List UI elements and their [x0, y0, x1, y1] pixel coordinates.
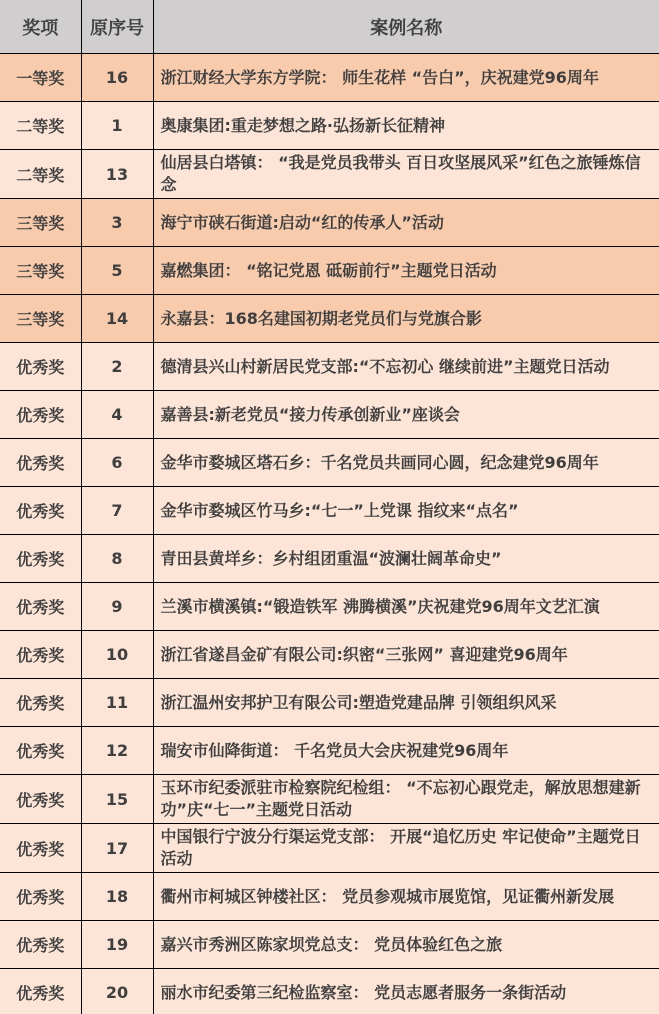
- case-cell: 仙居县白塔镇： “我是党员我带头 百日攻坚展风采”红色之旅锤炼信念: [153, 150, 659, 199]
- table-row: [0, 969, 659, 1014]
- case-cell: 金华市婺城区塔石乡：千名党员共画同心圆，纪念建党96周年: [153, 439, 659, 487]
- case-cell: 瑞安市仙降街道： 千名党员大会庆祝建党96周年: [153, 727, 659, 775]
- table-row: [0, 631, 659, 679]
- table-row: [0, 583, 659, 631]
- seq-cell: 9: [81, 583, 153, 631]
- seq-cell: 4: [81, 391, 153, 439]
- seq-cell: 16: [81, 54, 153, 102]
- seq-cell: 17: [81, 824, 153, 873]
- seq-cell: 20: [81, 969, 153, 1014]
- seq-cell: 5: [81, 247, 153, 295]
- case-cell: 浙江温州安邦护卫有限公司:塑造党建品牌 引领组织风采: [153, 679, 659, 727]
- table-row: [0, 102, 659, 150]
- seq-cell: 18: [81, 873, 153, 921]
- award-cell: 优秀奖: [0, 343, 81, 391]
- seq-cell: 8: [81, 535, 153, 583]
- award-cell: 三等奖: [0, 199, 81, 247]
- table-row: [0, 727, 659, 775]
- seq-cell: 1: [81, 102, 153, 150]
- case-cell: 浙江财经大学东方学院： 师生花样 “告白”，庆祝建党96周年: [153, 54, 659, 102]
- case-cell: 衢州市柯城区钟楼社区： 党员参观城市展览馆，见证衢州新发展: [153, 873, 659, 921]
- table-header: [0, 0, 659, 54]
- seq-cell: 11: [81, 679, 153, 727]
- seq-cell: 15: [81, 775, 153, 824]
- seq-cell: 7: [81, 487, 153, 535]
- seq-cell: 12: [81, 727, 153, 775]
- case-cell: 金华市婺城区竹马乡:“七一”上党课 指纹来“点名”: [153, 487, 659, 535]
- table-row: [0, 487, 659, 535]
- award-cell: 优秀奖: [0, 631, 81, 679]
- table-row: [0, 295, 659, 343]
- award-cell: 优秀奖: [0, 873, 81, 921]
- award-cell: 优秀奖: [0, 487, 81, 535]
- seq-cell: 13: [81, 150, 153, 199]
- table-row: [0, 439, 659, 487]
- case-cell: 德清县兴山村新居民党支部:“不忘初心 继续前进”主题党日活动: [153, 343, 659, 391]
- seq-cell: 6: [81, 439, 153, 487]
- award-cell: 优秀奖: [0, 921, 81, 969]
- case-cell: 浙江省遂昌金矿有限公司:织密“三张网” 喜迎建党96周年: [153, 631, 659, 679]
- seq-cell: 2: [81, 343, 153, 391]
- table-row: [0, 873, 659, 921]
- case-cell: 奥康集团:重走梦想之路·弘扬新长征精神: [153, 102, 659, 150]
- case-cell: 丽水市纪委第三纪检监察室： 党员志愿者服务一条街活动: [153, 969, 659, 1014]
- award-cell: 三等奖: [0, 295, 81, 343]
- table-row: [0, 679, 659, 727]
- header-award: 奖项: [0, 0, 81, 54]
- award-cell: 二等奖: [0, 102, 81, 150]
- table-row: [0, 54, 659, 102]
- award-cell: 优秀奖: [0, 727, 81, 775]
- table-row: [0, 535, 659, 583]
- award-cell: 优秀奖: [0, 775, 81, 824]
- award-cell: 一等奖: [0, 54, 81, 102]
- case-cell: 海宁市硖石街道:启动“红的传承人”活动: [153, 199, 659, 247]
- table-row: [0, 921, 659, 969]
- header-row: [0, 0, 659, 54]
- seq-cell: 3: [81, 199, 153, 247]
- table-row: [0, 824, 659, 873]
- seq-cell: 19: [81, 921, 153, 969]
- case-cell: 嘉善县:新老党员“接力传承创新业”座谈会: [153, 391, 659, 439]
- seq-cell: 10: [81, 631, 153, 679]
- header-case-name: 案例名称: [153, 0, 659, 54]
- table-row: [0, 343, 659, 391]
- case-cell: 永嘉县：168名建国初期老党员们与党旗合影: [153, 295, 659, 343]
- award-cell: 优秀奖: [0, 824, 81, 873]
- award-cell: 优秀奖: [0, 535, 81, 583]
- table-row: [0, 247, 659, 295]
- award-cell: 优秀奖: [0, 583, 81, 631]
- case-cell: 玉环市纪委派驻市检察院纪检组： “不忘初心跟党走，解放思想建新功”庆“七一”主题党日活动: [153, 775, 659, 824]
- case-cell: 嘉兴市秀洲区陈家坝党总支： 党员体验红色之旅: [153, 921, 659, 969]
- case-cell: 中国银行宁波分行渠运党支部： 开展“追忆历史 牢记使命”主题党日活动: [153, 824, 659, 873]
- table-row: [0, 150, 659, 199]
- table-body: [0, 54, 659, 1014]
- table-row: [0, 199, 659, 247]
- case-cell: 嘉燃集团： “铭记党恩 砥砺前行”主题党日活动: [153, 247, 659, 295]
- award-cell: 优秀奖: [0, 439, 81, 487]
- seq-cell: 14: [81, 295, 153, 343]
- table-row: [0, 775, 659, 824]
- award-cell: 优秀奖: [0, 679, 81, 727]
- award-cell: 优秀奖: [0, 969, 81, 1014]
- case-cell: 青田县黄垟乡：乡村组团重温“波澜壮阔革命史”: [153, 535, 659, 583]
- case-cell: 兰溪市横溪镇:“锻造铁军 沸腾横溪”庆祝建党96周年文艺汇演: [153, 583, 659, 631]
- award-cell: 优秀奖: [0, 391, 81, 439]
- table-row: [0, 391, 659, 439]
- award-cell: 二等奖: [0, 150, 81, 199]
- award-cell: 三等奖: [0, 247, 81, 295]
- header-seq: 原序号: [81, 0, 153, 54]
